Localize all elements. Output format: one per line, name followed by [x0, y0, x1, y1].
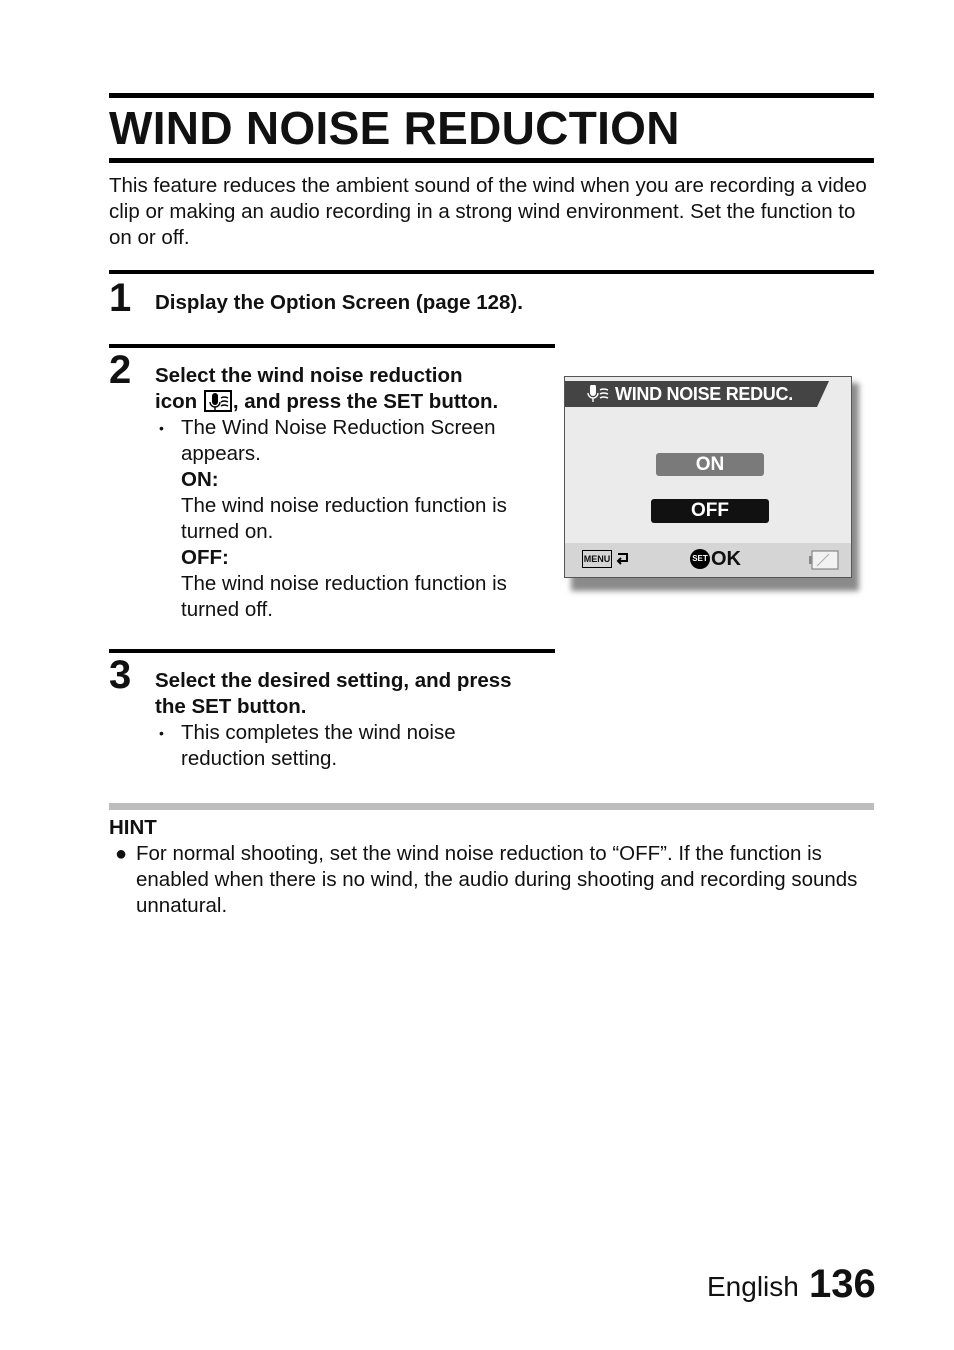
step-1-heading: Display the Option Screen (page 128). [155, 291, 523, 314]
screen-title: WIND NOISE REDUC. [615, 384, 793, 404]
step-2-rule [109, 344, 555, 348]
step-2-heading-line2 [155, 389, 555, 415]
step-3-number: 3 [109, 653, 132, 697]
step-2-heading-pre: icon [155, 390, 198, 413]
option-on[interactable]: ON [656, 453, 764, 476]
bullet-dot: • [159, 725, 164, 741]
step-3-heading: Select the desired setting, and press the SET button. [155, 669, 512, 718]
wind-noise-icon [204, 390, 232, 412]
menu-icon: MENU [582, 550, 612, 568]
set-icon: SET [690, 549, 710, 569]
wind-noise-icon [585, 385, 611, 403]
on-label: ON: [181, 468, 219, 491]
hint-bullet-dot: ● [115, 843, 128, 865]
step-2-number: 2 [109, 348, 132, 392]
step-2-heading [155, 363, 555, 415]
step-3-bullet-text: This completes the wind noise reduction setting. [181, 721, 456, 770]
title-bottom-rule [109, 158, 874, 163]
page-title: WIND NOISE REDUCTION [109, 102, 680, 154]
return-icon [615, 551, 631, 567]
bullet-dot: • [159, 420, 164, 436]
step-2-heading-post: , and press the SET button. [232, 390, 499, 413]
footer-language: English [707, 1271, 799, 1302]
hint-title: HINT [109, 816, 157, 839]
off-description: The wind noise reduction function is turned off. [181, 572, 507, 621]
intro-paragraph: This feature reduces the ambient sound of the wind when you are recording a video clip or making an audio recording in a strong wind environment. Set the function to on or off. [109, 174, 867, 249]
on-description: The wind noise reduction function is turned on. [181, 494, 507, 543]
off-label: OFF: [181, 546, 229, 569]
screen-header-tail [817, 381, 829, 407]
hint-rule [109, 803, 874, 810]
step-3-bullet [159, 720, 501, 772]
camera-screen [564, 376, 852, 578]
page-number: 136 [809, 1262, 876, 1306]
ok-label: OK [711, 548, 741, 570]
screen-footer [565, 543, 851, 577]
step-2-bullet-text: The Wind Noise Reduction Screen appears. [181, 416, 496, 465]
step-2-bullet [159, 415, 551, 623]
title-top-rule [109, 93, 874, 98]
step-3-rule [109, 649, 555, 653]
step-2-heading-line1: Select the wind noise reduction [155, 364, 463, 387]
step-1-rule [109, 270, 874, 274]
option-off-selected[interactable]: OFF [651, 499, 769, 523]
battery-icon [809, 550, 839, 570]
hint-text: For normal shooting, set the wind noise reduction to “OFF”. If the function is enabled when there is no wind, the audio during shooting and recording sounds unnatural. [136, 842, 858, 917]
step-1-number: 1 [109, 276, 132, 320]
